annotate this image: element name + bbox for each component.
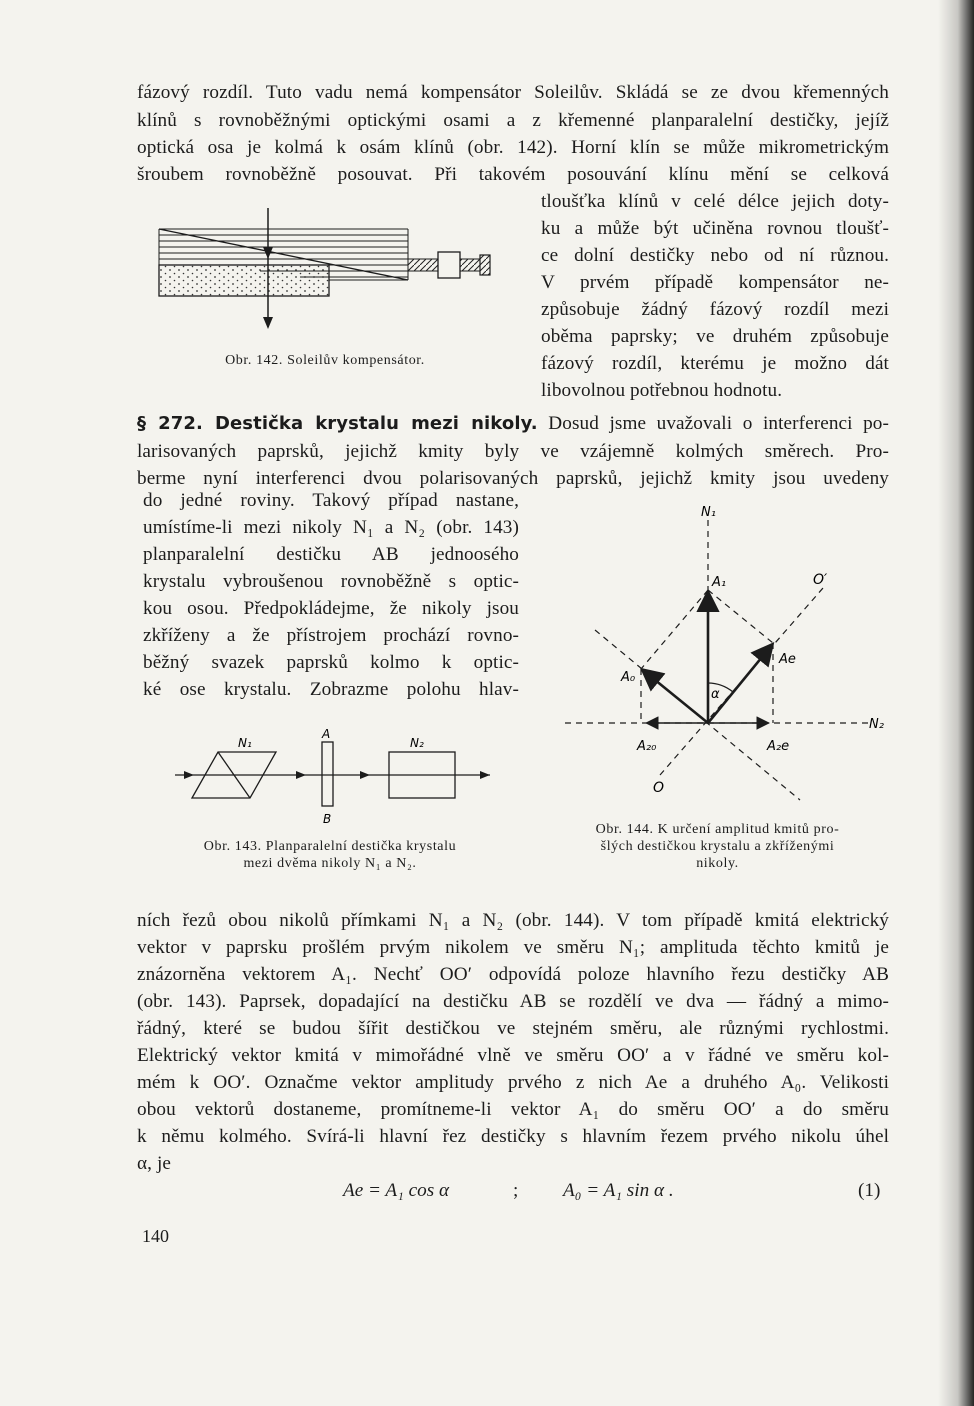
caption-line: Obr. 144. K určení amplitud kmitů pro- [595,822,840,837]
text-line: k němu kolmého. Svírá-li hlavní řez destičky s hlavním řezem prvého nikolu úhel [137,1126,889,1147]
text-line: zkříženy a že přístrojem prochází rovno- [143,625,519,646]
page-edge-shadow [938,0,974,1406]
text-line: řádný, které se budou šířit destičkou ve stejném směru, ale různými rychlostmi. [137,1018,889,1039]
label-n1: N₁ [238,736,252,750]
text-line: obou vektorů dostaneme, promítneme-li vektor A₁ do směru OO′ a do směru [137,1099,889,1120]
label-n2: N₂ [869,717,884,732]
figure-144-amplitude-diagram [555,500,900,810]
text-line: larisovaných paprsků, jejichž kmity byly ve vzájemně kolmých směrech. Pro- [137,441,889,462]
text-line: ních řezů obou nikolů přímkami N₁ a N₂ (obr. 144). V tom případě kmitá elektrický [137,910,889,931]
label-o-prime: O′ [813,572,828,588]
formula-a0: A₀ = A₁ sin α . [563,1180,674,1201]
text-line: tloušťka klínů v celé délce jejich doty- [541,191,889,212]
text-line: α, je [137,1153,171,1174]
label-a0: A₀ [621,670,636,685]
formula-separator: ; [513,1180,519,1201]
formula-ae: Ae = A₁ cos α [343,1180,450,1201]
text-line: oběma paprsky; ve druhém způsobuje [541,326,889,347]
text-line: umístíme-li mezi nikoly N₁ a N₂ (obr. 143) [143,517,519,538]
caption-line: nikoly. [696,856,739,871]
text-line [137,411,889,437]
section-heading: § 272. Destička krystalu mezi nikoly. [137,413,538,434]
section-intro: Dosud jsme uvažovali o interferenci po- [548,413,889,434]
label-a2e: A₂e [767,739,790,754]
text-line: planparalelní destičku AB jednoosého [143,544,519,565]
text-line: optická osa je kolmá k osám klínů (obr. 142). Horní klín se může mikrometrickým [137,137,889,158]
text-line: ké ose krystalu. Zobrazme polohu hlav- [143,679,519,700]
label-alpha: α [711,687,720,702]
text-line: kou osou. Předpokládejme, že nikoly jsou [143,598,519,619]
text-line: do jedné roviny. Takový případ nastane, [143,490,519,511]
text-line: běžný svazek paprsků kolmo k optic- [143,652,519,673]
label-n1: N₁ [701,505,716,520]
label-n2: N₂ [410,736,424,750]
figure-142-caption: Obr. 142. Soleilův kompensátor. [225,353,425,368]
figure-144-caption [550,821,885,872]
text-line: krystalu vybroušenou rovnoběžně s optic- [143,571,519,592]
text-line: způsobuje žádný fázový rozdíl mezi [541,299,889,320]
text-line: klínů s rovnoběžnými optickými osami a z křemenné planparalelní destičky, jejíž [137,110,889,131]
text-line: berme nyní interferenci dvou polarisovaných paprsků, jejichž kmity jsou uvedeny [137,468,889,489]
text-line: ku a může být učiněna rovnou tloušť- [541,218,889,239]
page-number: 140 [142,1226,169,1246]
text-line: fázový rozdíl, kterému je možno dát [541,353,889,374]
text-line: znázorněna vektorem A₁. Nechť OO′ odpovídá poloze hlavního řezu destičky AB [137,964,889,985]
text-line: (obr. 143). Paprsek, dopadající na destičku AB se rozdělí ve dva — řádný a mimo- [137,991,889,1012]
caption-line: mezi dvěma nikoly N₁ a N₂. [243,856,417,871]
text-line: fázový rozdíl. Tuto vadu nemá kompensátor Soleilův. Skládá se ze dvou křemenných [137,82,889,103]
text-line: vektor v paprsku prošlém prvým nikolem ve směru N₁; amplituda těchto kmitů je [137,937,889,958]
text-line: libovolnou potřebnou hodnotu. [541,380,783,401]
figure-143-caption [160,838,500,872]
text-line: ce dolní destičky nebo od ní různou. [541,245,889,266]
label-a20: A₂₀ [637,739,657,754]
text-line: V prvém případě kompensátor ne- [541,272,889,293]
caption-line: Obr. 143. Planparalelní destička krystalu [203,839,457,854]
figure-142-soleil-compensator [150,205,500,335]
caption-line: šlých destičkou krystalu a zkříženými [600,839,835,854]
text-line: šroubem rovnoběžně posouvat. Při takovém posouvání klínu mění se celková [137,164,889,185]
label-ae: Ae [779,652,796,667]
equation-number: (1) [858,1180,881,1201]
label-a1: A₁ [712,575,727,590]
text-line: mém k OO′. Označme vektor amplitudy prvého z nich Ae a druhého A₀. Velikosti [137,1072,889,1093]
label-o: O [653,780,665,796]
figure-143-plate-between-nicols [170,725,500,835]
label-b: B [323,812,332,826]
text-line: Elektrický vektor kmitá v mimořádné vlně ve směru OO′ a v řádné ve směru kol- [137,1045,889,1066]
label-a: A [322,727,331,741]
